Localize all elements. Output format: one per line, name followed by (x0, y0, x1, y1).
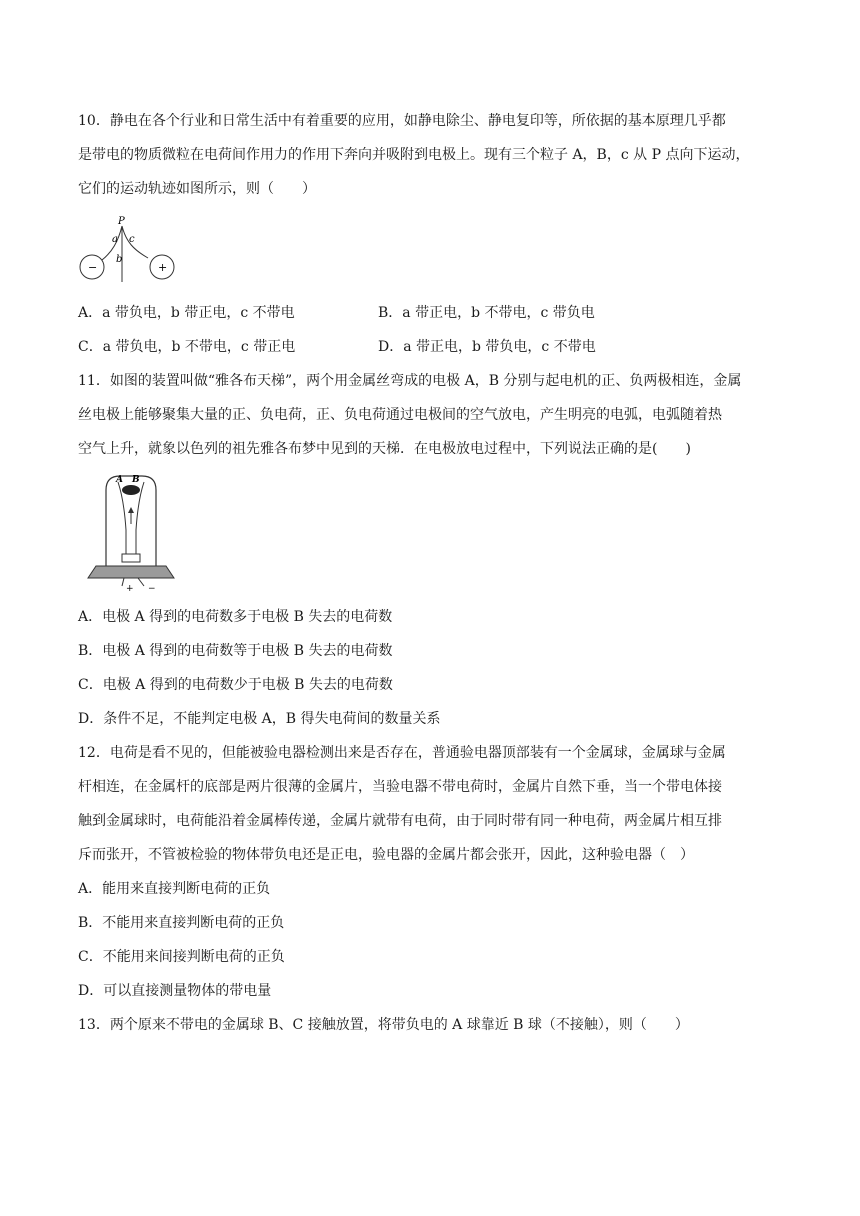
q12-option-b[interactable]: B．不能用来直接判断电荷的正负 (78, 915, 285, 931)
q11-electrode-base (122, 554, 140, 562)
q10-trajectory-c (122, 226, 148, 258)
q10-option-c[interactable]: C．a 带负电，b 不带电，c 带正电 (78, 339, 296, 355)
q11-option-d[interactable]: D．条件不足，不能判定电极 A，B 得失电荷间的数量关系 (78, 711, 441, 727)
q12-stem-line-1: 12．电荷是看不见的，但能被验电器检测出来是否存在，普通验电器顶部装有一个金属球，金属球与金属 (78, 745, 726, 761)
q12-option-d[interactable]: D．可以直接测量物体的带电量 (78, 983, 272, 999)
q11-arrow-head-icon (128, 507, 134, 513)
q10-negative-sign: − (88, 261, 98, 274)
q11-label-a: A (116, 475, 123, 485)
q10-figure-particle-trajectories (76, 212, 186, 288)
q10-option-a[interactable]: A．a 带负电，b 带正电，c 不带电 (78, 305, 295, 321)
q11-option-c[interactable]: C．电极 A 得到的电荷数少于电极 B 失去的电荷数 (78, 677, 393, 693)
q10-positive-sign: + (158, 261, 168, 274)
q11-stem-line-3: 空气上升，就象以色列的祖先雅各布梦中见到的天梯．在电极放电过程中，下列说法正确的是( ) (78, 441, 691, 457)
q10-stem-line-3: 它们的运动轨迹如图所示，则（ ） (78, 181, 316, 197)
q10-figure-label-a: a (112, 234, 118, 245)
q12-stem-line-4: 斥而张开，不管被检验的物体带负电还是正电，验电器的金属片都会张开，因此，这种验电器（ ） (78, 847, 694, 863)
q10-stem-line-2: 是带电的物质微粒在电荷间作用力的作用下奔向并吸附到电极上。现有三个粒子 A，B，c 从 P 点向下运动， (78, 147, 750, 163)
q11-label-b: B (132, 475, 140, 485)
q12-option-c[interactable]: C．不能用来间接判断电荷的正负 (78, 949, 285, 965)
q11-positive-terminal: + (126, 584, 134, 594)
q11-stem-line-2: 丝电极上能够聚集大量的正、负电荷，正、负电荷通过电极间的空气放电，产生明亮的电弧，电弧随着热 (78, 407, 722, 423)
q10-figure-label-p: P (118, 216, 125, 227)
q11-wire-positive (122, 578, 124, 586)
q11-stem-line-1: 11．如图的装置叫做“雅各布天梯”，两个用金属丝弯成的电极 A，B 分别与起电机的正、负两极相连，金属 (78, 373, 742, 389)
q12-stem-line-2: 杆相连，在金属杆的底部是两片很薄的金属片，当验电器不带电荷时，金属片自然下垂，当一个带电体接 (78, 779, 722, 795)
q10-figure-label-b: b (116, 254, 123, 265)
q11-figure-jacobs-ladder (86, 470, 176, 594)
q13-stem-line-1: 13．两个原来不带电的金属球 B、C 接触放置，将带负电的 A 球靠近 B 球（不接触），则（ ） (78, 1017, 689, 1033)
q11-wire-negative (138, 578, 144, 586)
q11-negative-terminal: − (148, 584, 156, 594)
q10-option-b[interactable]: B．a 带正电，b 不带电，c 带负电 (378, 305, 595, 321)
q11-electric-arc (122, 485, 140, 495)
q10-figure-label-c: c (129, 234, 135, 245)
q11-option-b[interactable]: B．电极 A 得到的电荷数等于电极 B 失去的电荷数 (78, 643, 393, 659)
q10-option-d[interactable]: D．a 带正电，b 带负电，c 不带电 (378, 339, 596, 355)
q11-option-a[interactable]: A．电极 A 得到的电荷数多于电极 B 失去的电荷数 (78, 609, 393, 625)
q12-stem-line-3: 触到金属球时，电荷能沿着金属棒传递，金属片就带有电荷，由于同时带有同一种电荷，两金属片相互排 (78, 813, 722, 829)
q10-stem-line-1: 10．静电在各个行业和日常生活中有着重要的应用，如静电除尘、静电复印等，所依据的基本原理几乎都 (78, 113, 726, 129)
q12-option-a[interactable]: A．能用来直接判断电荷的正负 (78, 881, 271, 897)
q11-platform (88, 566, 174, 578)
